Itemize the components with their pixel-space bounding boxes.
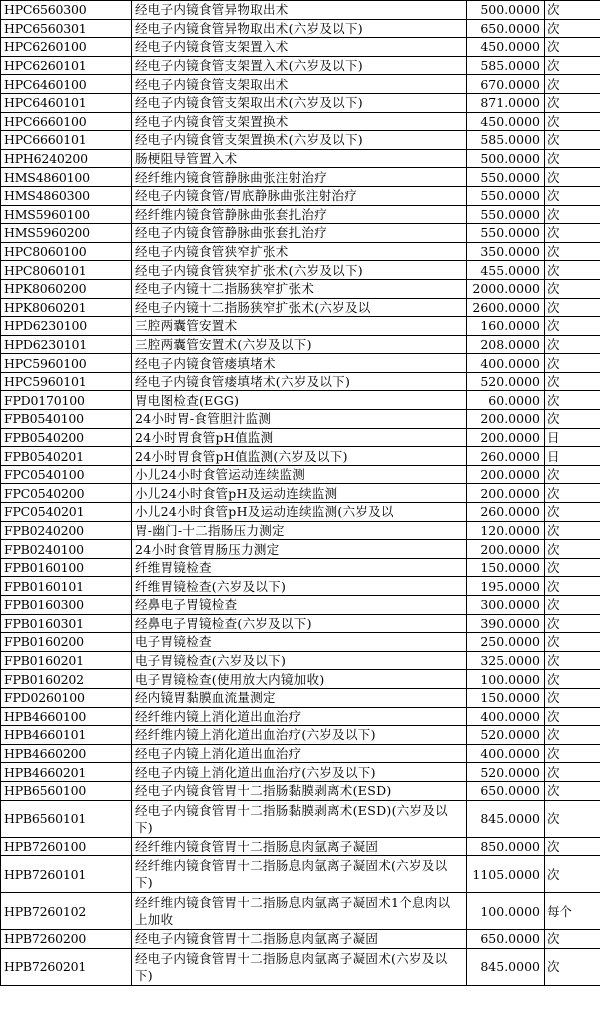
item-name-cell: 经纤维内镜食管静脉曲张套扎治疗 xyxy=(132,205,467,224)
item-unit-cell: 次 xyxy=(545,335,600,354)
item-code-cell: HPH6240200 xyxy=(1,149,132,168)
item-name-cell: 经纤维内镜食管胃十二指肠息肉氩离子凝固术(六岁及以下) xyxy=(132,856,467,893)
item-name-cell: 经电子内镜食管支架置换术(六岁及以下) xyxy=(132,131,467,150)
item-code-cell: HPB6560101 xyxy=(1,800,132,837)
item-code-cell: FPB0160200 xyxy=(1,633,132,652)
item-price-cell: 670.0000 xyxy=(467,75,545,94)
item-price-cell: 120.0000 xyxy=(467,521,545,540)
item-unit-cell: 次 xyxy=(545,224,600,243)
item-unit-cell: 次 xyxy=(545,465,600,484)
table-row xyxy=(1,763,600,782)
item-price-cell: 200.0000 xyxy=(467,428,545,447)
item-code-cell: FPB0160300 xyxy=(1,596,132,615)
item-name-cell: 小儿24小时食管运动连续监测 xyxy=(132,465,467,484)
item-price-cell: 100.0000 xyxy=(467,670,545,689)
item-name-cell: 经电子内镜上消化道出血治疗(六岁及以下) xyxy=(132,763,467,782)
item-name-cell: 胃电图检查(EGG) xyxy=(132,391,467,410)
item-code-cell: HPD6230100 xyxy=(1,317,132,336)
table-row xyxy=(1,948,600,985)
item-name-cell: 经鼻电子胃镜检查(六岁及以下) xyxy=(132,614,467,633)
table-row xyxy=(1,521,600,540)
item-name-cell: 24小时胃食管pH值监测 xyxy=(132,428,467,447)
item-name-cell: 24小时胃食管pH值监测(六岁及以下) xyxy=(132,447,467,466)
item-name-cell: 经电子内镜食管胃十二指肠黏膜剥离术(ESD) xyxy=(132,781,467,800)
item-price-cell: 1105.0000 xyxy=(467,856,545,893)
item-code-cell: HPB7260102 xyxy=(1,893,132,930)
table-row xyxy=(1,856,600,893)
item-code-cell: FPB0160201 xyxy=(1,651,132,670)
item-price-cell: 500.0000 xyxy=(467,1,545,20)
item-price-cell: 550.0000 xyxy=(467,205,545,224)
item-unit-cell: 次 xyxy=(545,837,600,856)
item-unit-cell: 日 xyxy=(545,428,600,447)
item-name-cell: 经内镜胃黏膜血流量测定 xyxy=(132,688,467,707)
item-unit-cell: 次 xyxy=(545,317,600,336)
item-name-cell: 经电子内镜食管狭窄扩张术 xyxy=(132,242,467,261)
item-price-cell: 208.0000 xyxy=(467,335,545,354)
item-code-cell: HPB7260101 xyxy=(1,856,132,893)
table-row xyxy=(1,75,600,94)
item-code-cell: FPB0540200 xyxy=(1,428,132,447)
item-unit-cell: 次 xyxy=(545,298,600,317)
item-price-cell: 2600.0000 xyxy=(467,298,545,317)
item-code-cell: HPD6230101 xyxy=(1,335,132,354)
item-price-cell: 100.0000 xyxy=(467,893,545,930)
item-unit-cell: 次 xyxy=(545,168,600,187)
table-row xyxy=(1,56,600,75)
item-code-cell: FPB0240200 xyxy=(1,521,132,540)
item-price-cell: 455.0000 xyxy=(467,261,545,280)
item-price-cell: 200.0000 xyxy=(467,484,545,503)
item-code-cell: HPK8060201 xyxy=(1,298,132,317)
item-unit-cell: 次 xyxy=(545,75,600,94)
item-name-cell: 三腔两囊管安置术(六岁及以下) xyxy=(132,335,467,354)
item-code-cell: HPC5960101 xyxy=(1,372,132,391)
table-row xyxy=(1,614,600,633)
item-unit-cell: 次 xyxy=(545,38,600,57)
item-name-cell: 电子胃镜检查(使用放大内镜加收) xyxy=(132,670,467,689)
table-row xyxy=(1,707,600,726)
item-price-cell: 2000.0000 xyxy=(467,279,545,298)
table-row xyxy=(1,800,600,837)
table-row xyxy=(1,744,600,763)
item-code-cell: HPC6660100 xyxy=(1,112,132,131)
item-price-cell: 400.0000 xyxy=(467,707,545,726)
item-unit-cell: 次 xyxy=(545,186,600,205)
item-name-cell: 经鼻电子胃镜检查 xyxy=(132,596,467,615)
item-name-cell: 经电子内镜食管支架置换术 xyxy=(132,112,467,131)
item-unit-cell: 次 xyxy=(545,279,600,298)
item-unit-cell: 次 xyxy=(545,391,600,410)
table-row xyxy=(1,726,600,745)
item-unit-cell: 次 xyxy=(545,800,600,837)
item-name-cell: 小儿24小时食管pH及运动连续监测 xyxy=(132,484,467,503)
item-name-cell: 小儿24小时食管pH及运动连续监测(六岁及以 xyxy=(132,503,467,522)
table-row xyxy=(1,261,600,280)
item-unit-cell: 次 xyxy=(545,651,600,670)
table-row xyxy=(1,447,600,466)
item-price-cell: 550.0000 xyxy=(467,224,545,243)
item-unit-cell: 次 xyxy=(545,670,600,689)
item-code-cell: FPC0540201 xyxy=(1,503,132,522)
item-code-cell: HPC5960100 xyxy=(1,354,132,373)
item-price-cell: 260.0000 xyxy=(467,447,545,466)
item-price-cell: 450.0000 xyxy=(467,38,545,57)
item-price-cell: 850.0000 xyxy=(467,837,545,856)
item-price-cell: 400.0000 xyxy=(467,354,545,373)
item-name-cell: 经电子内镜食管静脉曲张套扎治疗 xyxy=(132,224,467,243)
item-name-cell: 经电子内镜食管瘘填堵术 xyxy=(132,354,467,373)
table-row xyxy=(1,186,600,205)
item-code-cell: FPB0160202 xyxy=(1,670,132,689)
item-unit-cell: 次 xyxy=(545,856,600,893)
item-unit-cell: 次 xyxy=(545,521,600,540)
item-code-cell: FPC0540100 xyxy=(1,465,132,484)
item-code-cell: HPB7260200 xyxy=(1,930,132,949)
item-code-cell: HPC6260101 xyxy=(1,56,132,75)
item-name-cell: 电子胃镜检查 xyxy=(132,633,467,652)
item-unit-cell: 次 xyxy=(545,558,600,577)
item-unit-cell: 次 xyxy=(545,131,600,150)
item-unit-cell: 次 xyxy=(545,242,600,261)
item-code-cell: HPB7260201 xyxy=(1,948,132,985)
item-price-cell: 150.0000 xyxy=(467,688,545,707)
item-code-cell: FPB0240100 xyxy=(1,540,132,559)
item-unit-cell: 次 xyxy=(545,261,600,280)
item-code-cell: FPB0540100 xyxy=(1,410,132,429)
table-row xyxy=(1,354,600,373)
item-name-cell: 经电子内镜食管异物取出术 xyxy=(132,1,467,20)
item-price-cell: 350.0000 xyxy=(467,242,545,261)
item-code-cell: HPB7260100 xyxy=(1,837,132,856)
item-price-cell: 520.0000 xyxy=(467,372,545,391)
item-price-cell: 195.0000 xyxy=(467,577,545,596)
item-name-cell: 经电子内镜上消化道出血治疗 xyxy=(132,744,467,763)
item-price-cell: 160.0000 xyxy=(467,317,545,336)
item-price-cell: 550.0000 xyxy=(467,186,545,205)
table-row xyxy=(1,224,600,243)
item-name-cell: 经纤维内镜上消化道出血治疗(六岁及以下) xyxy=(132,726,467,745)
item-code-cell: FPB0160100 xyxy=(1,558,132,577)
item-unit-cell: 日 xyxy=(545,447,600,466)
table-row xyxy=(1,558,600,577)
item-name-cell: 肠梗阻导管置入术 xyxy=(132,149,467,168)
item-unit-cell: 次 xyxy=(545,93,600,112)
item-unit-cell: 次 xyxy=(545,577,600,596)
table-row xyxy=(1,317,600,336)
item-name-cell: 经电子内镜十二指肠狭窄扩张术(六岁及以 xyxy=(132,298,467,317)
item-unit-cell: 次 xyxy=(545,484,600,503)
table-row xyxy=(1,410,600,429)
item-code-cell: HPC6460101 xyxy=(1,93,132,112)
item-name-cell: 电子胃镜检查(六岁及以下) xyxy=(132,651,467,670)
item-unit-cell: 每个 xyxy=(545,893,600,930)
item-price-cell: 260.0000 xyxy=(467,503,545,522)
item-name-cell: 经纤维内镜食管胃十二指肠息肉氩离子凝固术1个息肉以上加收 xyxy=(132,893,467,930)
item-unit-cell: 次 xyxy=(545,503,600,522)
item-code-cell: FPC0540200 xyxy=(1,484,132,503)
table-row xyxy=(1,428,600,447)
item-name-cell: 经电子内镜食管狭窄扩张术(六岁及以下) xyxy=(132,261,467,280)
table-row xyxy=(1,596,600,615)
item-name-cell: 经电子内镜食管胃十二指肠息肉氩离子凝固 xyxy=(132,930,467,949)
item-code-cell: HPC6660101 xyxy=(1,131,132,150)
item-price-cell: 845.0000 xyxy=(467,800,545,837)
item-unit-cell: 次 xyxy=(545,614,600,633)
table-row xyxy=(1,112,600,131)
table-row xyxy=(1,930,600,949)
table-row xyxy=(1,577,600,596)
item-price-cell: 650.0000 xyxy=(467,781,545,800)
item-unit-cell: 次 xyxy=(545,596,600,615)
item-name-cell: 经纤维内镜食管胃十二指肠息肉氩离子凝固 xyxy=(132,837,467,856)
table-row xyxy=(1,633,600,652)
item-price-cell: 325.0000 xyxy=(467,651,545,670)
item-code-cell: FPD0260100 xyxy=(1,688,132,707)
item-code-cell: HPC8060100 xyxy=(1,242,132,261)
table-row xyxy=(1,149,600,168)
item-price-cell: 200.0000 xyxy=(467,410,545,429)
item-price-cell: 650.0000 xyxy=(467,930,545,949)
item-name-cell: 经纤维内镜上消化道出血治疗 xyxy=(132,707,467,726)
item-code-cell: HPB4660101 xyxy=(1,726,132,745)
item-code-cell: HMS4860100 xyxy=(1,168,132,187)
item-unit-cell: 次 xyxy=(545,633,600,652)
item-unit-cell: 次 xyxy=(545,540,600,559)
item-code-cell: HPB6560100 xyxy=(1,781,132,800)
item-name-cell: 经电子内镜食管异物取出术(六岁及以下) xyxy=(132,19,467,38)
table-row xyxy=(1,19,600,38)
item-unit-cell: 次 xyxy=(545,744,600,763)
table-row xyxy=(1,372,600,391)
item-code-cell: HPC6560300 xyxy=(1,1,132,20)
item-code-cell: HMS5960200 xyxy=(1,224,132,243)
table-row xyxy=(1,298,600,317)
table-row xyxy=(1,540,600,559)
table-row xyxy=(1,38,600,57)
item-unit-cell: 次 xyxy=(545,410,600,429)
item-price-cell: 400.0000 xyxy=(467,744,545,763)
item-name-cell: 经电子内镜食管支架取出术(六岁及以下) xyxy=(132,93,467,112)
table-row xyxy=(1,168,600,187)
item-price-cell: 150.0000 xyxy=(467,558,545,577)
item-name-cell: 经电子内镜食管支架置入术(六岁及以下) xyxy=(132,56,467,75)
item-unit-cell: 次 xyxy=(545,149,600,168)
item-name-cell: 纤维胃镜检查(六岁及以下) xyxy=(132,577,467,596)
table-row xyxy=(1,465,600,484)
item-name-cell: 纤维胃镜检查 xyxy=(132,558,467,577)
item-name-cell: 经电子内镜食管/胃底静脉曲张注射治疗 xyxy=(132,186,467,205)
item-code-cell: HMS4860300 xyxy=(1,186,132,205)
item-price-cell: 520.0000 xyxy=(467,763,545,782)
item-code-cell: HPB4660200 xyxy=(1,744,132,763)
item-code-cell: HPK8060200 xyxy=(1,279,132,298)
item-name-cell: 24小时食管胃肠压力测定 xyxy=(132,540,467,559)
fee-table-body xyxy=(1,1,600,986)
item-price-cell: 390.0000 xyxy=(467,614,545,633)
table-row xyxy=(1,781,600,800)
item-price-cell: 550.0000 xyxy=(467,168,545,187)
item-code-cell: FPD0170100 xyxy=(1,391,132,410)
table-row xyxy=(1,242,600,261)
item-unit-cell: 次 xyxy=(545,56,600,75)
item-unit-cell: 次 xyxy=(545,948,600,985)
item-unit-cell: 次 xyxy=(545,763,600,782)
item-unit-cell: 次 xyxy=(545,726,600,745)
item-price-cell: 585.0000 xyxy=(467,131,545,150)
table-row xyxy=(1,391,600,410)
item-name-cell: 经电子内镜食管瘘填堵术(六岁及以下) xyxy=(132,372,467,391)
item-code-cell: FPB0160301 xyxy=(1,614,132,633)
item-unit-cell: 次 xyxy=(545,112,600,131)
item-unit-cell: 次 xyxy=(545,205,600,224)
item-unit-cell: 次 xyxy=(545,372,600,391)
item-unit-cell: 次 xyxy=(545,688,600,707)
item-price-cell: 520.0000 xyxy=(467,726,545,745)
item-code-cell: FPB0160101 xyxy=(1,577,132,596)
item-price-cell: 200.0000 xyxy=(467,465,545,484)
table-row xyxy=(1,279,600,298)
item-name-cell: 经电子内镜十二指肠狭窄扩张术 xyxy=(132,279,467,298)
item-price-cell: 250.0000 xyxy=(467,633,545,652)
item-price-cell: 585.0000 xyxy=(467,56,545,75)
table-row xyxy=(1,670,600,689)
item-unit-cell: 次 xyxy=(545,930,600,949)
item-code-cell: HPC8060101 xyxy=(1,261,132,280)
table-row xyxy=(1,651,600,670)
table-row xyxy=(1,205,600,224)
item-code-cell: HPC6260100 xyxy=(1,38,132,57)
item-price-cell: 450.0000 xyxy=(467,112,545,131)
item-price-cell: 871.0000 xyxy=(467,93,545,112)
table-row xyxy=(1,688,600,707)
item-unit-cell: 次 xyxy=(545,781,600,800)
item-name-cell: 24小时胃-食管胆汁监测 xyxy=(132,410,467,429)
item-code-cell: HMS5960100 xyxy=(1,205,132,224)
item-name-cell: 经电子内镜食管胃十二指肠黏膜剥离术(ESD)(六岁及以下) xyxy=(132,800,467,837)
item-name-cell: 胃-幽门-十二指肠压力测定 xyxy=(132,521,467,540)
item-price-cell: 60.0000 xyxy=(467,391,545,410)
item-price-cell: 200.0000 xyxy=(467,540,545,559)
item-price-cell: 845.0000 xyxy=(467,948,545,985)
item-code-cell: HPB4660100 xyxy=(1,707,132,726)
table-row xyxy=(1,837,600,856)
item-name-cell: 经纤维内镜食管静脉曲张注射治疗 xyxy=(132,168,467,187)
item-unit-cell: 次 xyxy=(545,354,600,373)
table-row xyxy=(1,893,600,930)
item-name-cell: 经电子内镜食管胃十二指肠息肉氩离子凝固术(六岁及以下) xyxy=(132,948,467,985)
item-price-cell: 500.0000 xyxy=(467,149,545,168)
table-row xyxy=(1,131,600,150)
table-row xyxy=(1,93,600,112)
table-row xyxy=(1,484,600,503)
item-unit-cell: 次 xyxy=(545,707,600,726)
table-row xyxy=(1,335,600,354)
item-unit-cell: 次 xyxy=(545,19,600,38)
item-price-cell: 300.0000 xyxy=(467,596,545,615)
item-unit-cell: 次 xyxy=(545,1,600,20)
item-code-cell: HPC6460100 xyxy=(1,75,132,94)
item-code-cell: HPC6560301 xyxy=(1,19,132,38)
table-row xyxy=(1,503,600,522)
item-name-cell: 经电子内镜食管支架取出术 xyxy=(132,75,467,94)
table-row xyxy=(1,1,600,20)
item-code-cell: FPB0540201 xyxy=(1,447,132,466)
item-name-cell: 经电子内镜食管支架置入术 xyxy=(132,38,467,57)
item-price-cell: 650.0000 xyxy=(467,19,545,38)
item-name-cell: 三腔两囊管安置术 xyxy=(132,317,467,336)
item-code-cell: HPB4660201 xyxy=(1,763,132,782)
